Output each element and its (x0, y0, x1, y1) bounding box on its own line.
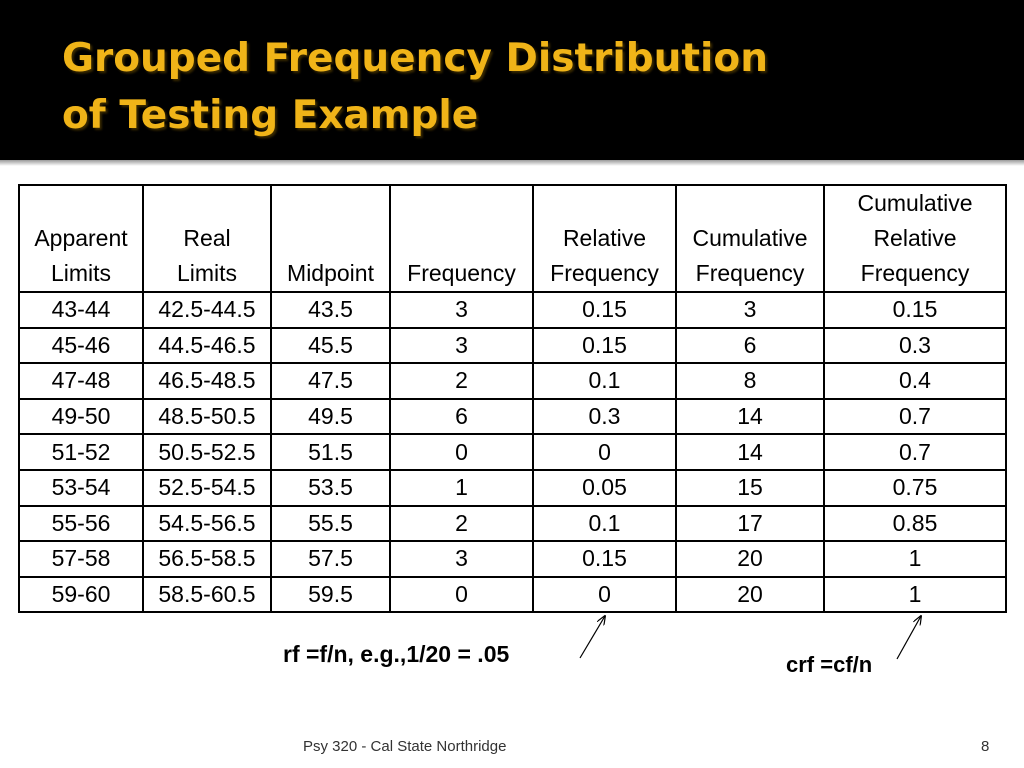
cell-apparent-limits: 55-56 (19, 506, 143, 542)
cell-relative-frequency: 0.15 (533, 292, 676, 328)
cell-cumulative-relative-frequency: 1 (824, 577, 1006, 613)
cell-cumulative-frequency: 8 (676, 363, 824, 399)
cell-midpoint: 51.5 (271, 434, 390, 470)
cell-apparent-limits: 43-44 (19, 292, 143, 328)
cell-frequency: 3 (390, 541, 533, 577)
cell-frequency: 6 (390, 399, 533, 435)
slide-number: 8 (981, 738, 990, 755)
cell-real-limits: 56.5-58.5 (143, 541, 271, 577)
cell-relative-frequency: 0 (533, 434, 676, 470)
cell-midpoint: 47.5 (271, 363, 390, 399)
cell-midpoint: 43.5 (271, 292, 390, 328)
cell-real-limits: 48.5-50.5 (143, 399, 271, 435)
cell-midpoint: 57.5 (271, 541, 390, 577)
cell-cumulative-relative-frequency: 1 (824, 541, 1006, 577)
header-text: Relative (873, 225, 957, 251)
header-text: Frequency (695, 260, 805, 286)
cell-cumulative-frequency: 3 (676, 292, 824, 328)
cell-frequency: 1 (390, 470, 533, 506)
cell-cumulative-relative-frequency: 0.4 (824, 363, 1006, 399)
cell-midpoint: 49.5 (271, 399, 390, 435)
cell-apparent-limits: 45-46 (19, 328, 143, 364)
cell-cumulative-relative-frequency: 0.3 (824, 328, 1006, 364)
cell-frequency: 3 (390, 328, 533, 364)
cell-cumulative-frequency: 20 (676, 577, 824, 613)
cell-frequency: 3 (390, 292, 533, 328)
slide-title-line-2: of Testing Example (62, 93, 479, 138)
header-text: Limits (176, 260, 238, 286)
cell-midpoint: 53.5 (271, 470, 390, 506)
cell-cumulative-relative-frequency: 0.7 (824, 434, 1006, 470)
footer-text: Psy 320 - Cal State Northridge (303, 738, 507, 755)
header-text: Frequency (860, 260, 970, 286)
cell-cumulative-relative-frequency: 0.15 (824, 292, 1006, 328)
cell-apparent-limits: 51-52 (19, 434, 143, 470)
rf-arrow (580, 616, 605, 658)
cell-real-limits: 50.5-52.5 (143, 434, 271, 470)
cell-apparent-limits: 49-50 (19, 399, 143, 435)
cell-relative-frequency: 0 (533, 577, 676, 613)
header-text: Midpoint (287, 260, 374, 286)
cell-frequency: 0 (390, 434, 533, 470)
cell-relative-frequency: 0.3 (533, 399, 676, 435)
cell-real-limits: 52.5-54.5 (143, 470, 271, 506)
header-text: Apparent (34, 225, 128, 251)
cell-relative-frequency: 0.05 (533, 470, 676, 506)
header-text: Relative (562, 225, 647, 251)
header-text: Cumulative (857, 190, 973, 216)
cell-cumulative-frequency: 17 (676, 506, 824, 542)
header-text: Limits (50, 260, 112, 286)
header-text: Frequency (407, 260, 516, 286)
cell-frequency: 2 (390, 363, 533, 399)
cell-real-limits: 58.5-60.5 (143, 577, 271, 613)
cell-cumulative-frequency: 20 (676, 541, 824, 577)
cell-real-limits: 44.5-46.5 (143, 328, 271, 364)
cell-cumulative-relative-frequency: 0.7 (824, 399, 1006, 435)
cell-relative-frequency: 0.1 (533, 363, 676, 399)
cell-apparent-limits: 53-54 (19, 470, 143, 506)
cell-apparent-limits: 47-48 (19, 363, 143, 399)
cell-cumulative-relative-frequency: 0.85 (824, 506, 1006, 542)
cell-relative-frequency: 0.15 (533, 328, 676, 364)
cell-midpoint: 59.5 (271, 577, 390, 613)
cell-cumulative-frequency: 14 (676, 399, 824, 435)
cell-real-limits: 46.5-48.5 (143, 363, 271, 399)
cell-frequency: 2 (390, 506, 533, 542)
relative-frequency-formula: rf =f/n, e.g.,1/20 = .05 (283, 641, 510, 667)
cell-cumulative-frequency: 14 (676, 434, 824, 470)
cell-relative-frequency: 0.15 (533, 541, 676, 577)
cell-cumulative-frequency: 15 (676, 470, 824, 506)
cell-midpoint: 45.5 (271, 328, 390, 364)
cell-real-limits: 42.5-44.5 (143, 292, 271, 328)
cell-cumulative-relative-frequency: 0.75 (824, 470, 1006, 506)
header-text: Cumulative (692, 225, 808, 251)
cumulative-relative-frequency-formula: crf =cf/n (786, 652, 873, 677)
cell-relative-frequency: 0.1 (533, 506, 676, 542)
header-text: Frequency (550, 260, 659, 286)
cell-midpoint: 55.5 (271, 506, 390, 542)
cell-cumulative-frequency: 6 (676, 328, 824, 364)
cell-apparent-limits: 59-60 (19, 577, 143, 613)
cell-real-limits: 54.5-56.5 (143, 506, 271, 542)
crf-arrow (897, 616, 921, 659)
cell-frequency: 0 (390, 577, 533, 613)
cell-apparent-limits: 57-58 (19, 541, 143, 577)
slide-title-line-1: Grouped Frequency Distribution (62, 36, 768, 81)
header-text: Real (183, 225, 231, 251)
